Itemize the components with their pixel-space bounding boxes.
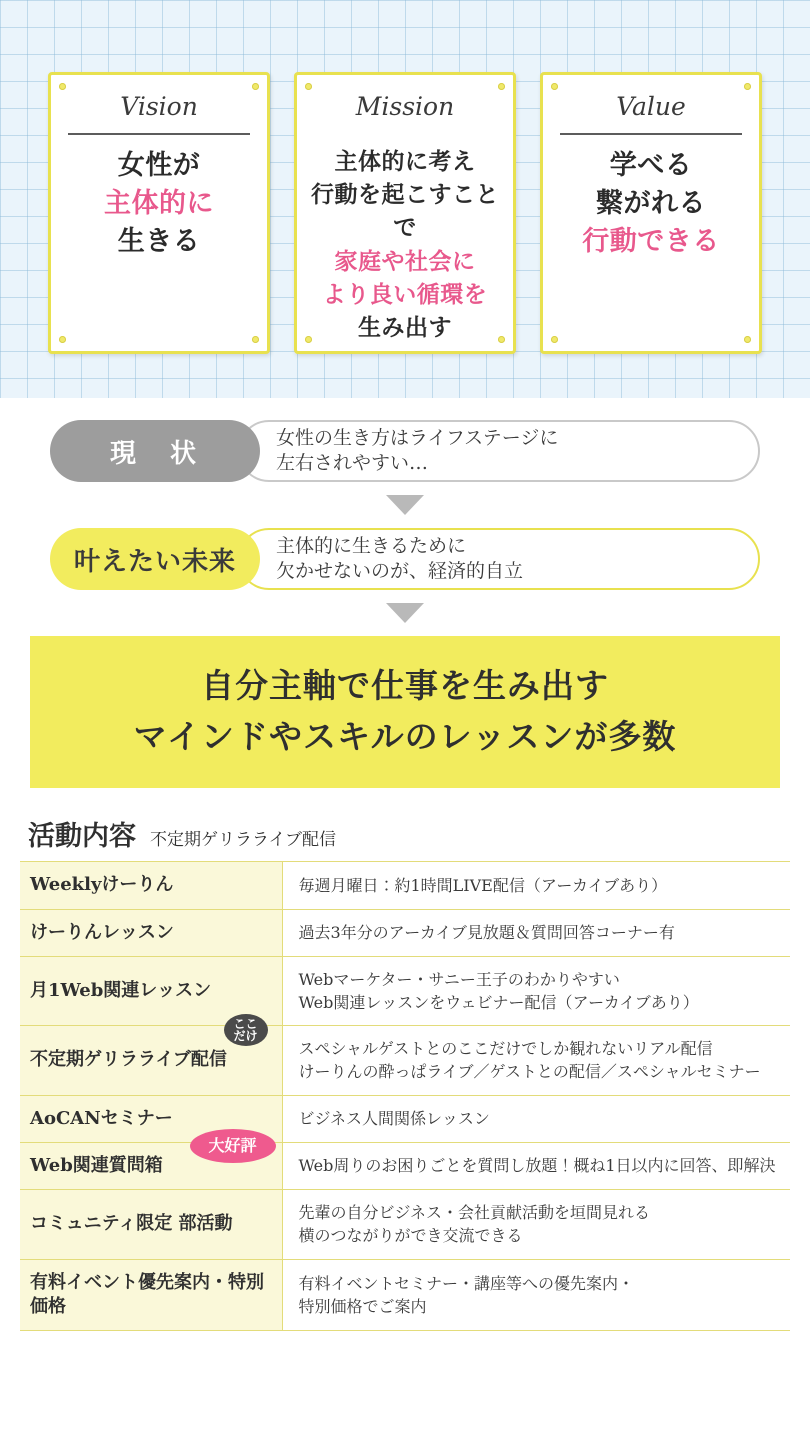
activity-desc-line-1: スペシャルゲストとのここだけでしか観れないリアル配信 [298,1039,713,1059]
activity-desc-line-1: 有料イベントセミナー・講座等への優先案内・ [298,1273,635,1293]
future-state-row [50,528,760,590]
mission-line-5: 生み出す [358,314,452,342]
flow-section [0,398,810,788]
table-row [20,956,790,1025]
table-row [20,1142,790,1189]
badge-line-1: ここ [233,1016,258,1031]
mission-card-title [350,93,460,123]
activities-subtitle: 不定期ゲリラライブ配信 [150,830,336,851]
value-card-body [582,147,720,262]
mission-line-3: 家庭や社会に [334,247,476,275]
vision-line-2: 主体的に [104,187,214,219]
activity-desc-line-1: Webマーケター・サニー王子のわかりやすい [298,969,620,989]
activity-desc-line-1: ビジネス人間関係レッスン [298,1109,490,1129]
koko-dake-badge [224,1014,268,1046]
corner-dot-icon [498,336,505,343]
value-line-3: 行動できる [582,226,720,258]
corner-dot-icon [59,83,66,90]
activity-desc-line-1: 過去3年分のアーカイブ見放題＆質問回答コーナー有 [298,923,675,943]
vision-card-body [104,147,214,262]
table-row [20,1190,790,1259]
mission-card-body [307,145,503,345]
banner-line-2: マインドやスキルのレッスンが多数 [133,717,677,757]
activity-desc-line-1: 先輩の自分ビジネス・会社貢献活動を垣間見れる [298,1203,651,1223]
activities-header [20,814,790,853]
corner-dot-icon [551,83,558,90]
current-state-body [238,420,760,482]
value-line-2: 繋がれる [596,187,706,219]
highlight-banner [30,636,780,788]
activity-description [282,1190,790,1259]
activity-desc-line-1: 毎週月曜日：約1時間LIVE配信（アーカイブあり） [298,875,668,895]
daikouhyou-badge: 大好評 [190,1129,276,1163]
vision-line-1: 女性が [117,149,201,181]
corner-dot-icon [744,336,751,343]
activity-desc-line-2: 横のつながりができ交流できる [298,1226,523,1246]
activities-section [0,814,810,1331]
vision-line-3: 生きる [117,226,201,258]
activity-name: AoCANセミナー [20,1095,282,1142]
vision-mission-value-hero [0,0,810,398]
activity-desc-line-2: けーりんの酔っぱライブ／ゲストとの配信／スペシャルセミナー [298,1062,761,1082]
table-row [20,1026,790,1095]
divider [68,133,250,135]
mission-card-title-text: Mission [355,92,455,121]
activity-description [282,1095,790,1142]
activity-desc-line-2: 特別価格でご案内 [298,1296,427,1316]
table-row [20,1095,790,1142]
activity-name [20,1135,282,1189]
activity-name: 有料イベント優先案内・特別価格 [20,1259,282,1331]
divider [560,133,742,135]
activity-name: けーりんレッスン [20,909,282,956]
activity-description [282,862,790,909]
future-state-line-2: 欠かせないのが、経済的自立 [276,560,524,582]
corner-dot-icon [305,83,312,90]
badge-line-2: だけ [233,1029,258,1044]
corner-dot-icon [252,336,259,343]
corner-dot-icon [744,83,751,90]
table-row [20,862,790,909]
value-card [540,72,762,354]
table-row [20,1259,790,1331]
hero-card-list [0,72,810,354]
current-state-line-1: 女性の生き方はライフステージに [276,426,559,449]
activity-description [282,1142,790,1189]
value-line-1: 学べる [609,149,693,181]
mission-line-1: 主体的に考え [334,147,476,175]
activity-name: コミュニティ限定 部活動 [20,1190,282,1259]
value-card-title-text: Value [616,92,686,121]
activity-name-text: Web関連質問箱 [30,1154,163,1176]
activity-desc-line-2: Web関連レッスンをウェビナー配信（アーカイブあり） [298,993,699,1013]
future-state-line-1: 主体的に生きるために [276,534,467,557]
activity-name [20,1016,282,1095]
activity-name: Weeklyけーりん [20,862,282,909]
current-state-row [50,420,760,482]
corner-dot-icon [252,83,259,90]
activity-description [282,1026,790,1095]
corner-dot-icon [498,83,505,90]
mission-line-2: 行動を起こすことで [311,180,499,242]
activity-description [282,1259,790,1331]
arrow-down-icon [386,603,424,623]
corner-dot-icon [59,336,66,343]
activity-name: 月1Web関連レッスン [20,956,282,1025]
activities-title: 活動内容 [28,821,136,853]
activity-desc-line-1: Web周りのお困りごとを質問し放題！概ね1日以内に回答、即解決 [298,1156,776,1176]
mission-line-4: より良い循環を [322,280,488,308]
vision-card [48,72,270,354]
activity-description [282,956,790,1025]
corner-dot-icon [551,336,558,343]
vision-card-title-text: Vision [120,92,198,121]
arrow-down-icon [386,495,424,515]
current-state-label: 現 状 [50,420,260,482]
corner-dot-icon [305,336,312,343]
value-card-title [610,93,692,123]
activity-name-text: 不定期ゲリラライブ配信 [30,1049,227,1071]
future-state-label: 叶えたい未来 [50,528,260,590]
mission-card [294,72,516,354]
table-row [20,909,790,956]
vision-card-title [114,93,204,123]
activity-description [282,909,790,956]
current-state-line-2: 左右されやすい… [276,452,429,474]
activities-table [20,861,790,1331]
future-state-body [238,528,760,590]
banner-line-1: 自分主軸で仕事を生み出す [201,666,609,705]
